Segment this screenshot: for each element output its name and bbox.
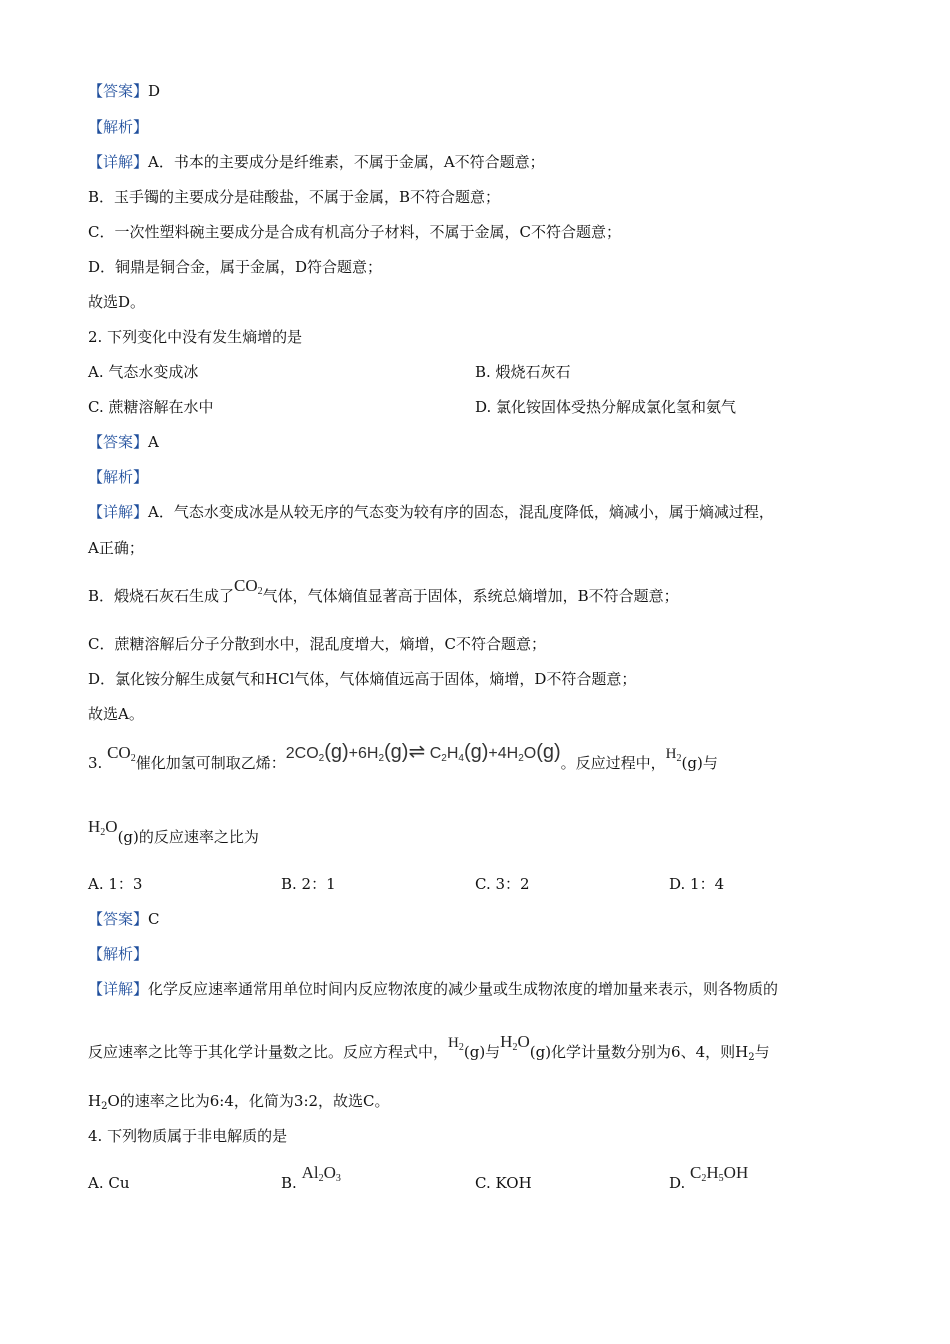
q2-option-a: A. 气态水变成冰 (88, 363, 199, 381)
co2-formula: $CO_2$ (234, 576, 263, 597)
q2-option-b: B. 煅烧石灰石 (475, 363, 571, 381)
q1-detail-line-c: C．一次性塑料碗主要成分是合成有机高分子材料，不属于金属，C不符合题意； (88, 223, 621, 241)
q2-detail-line-b: B．煅烧石灰石生成了$CO_2$气体，气体熵值显著高于固体，系统总熵增加，B不符合题意； (88, 576, 679, 605)
q1-answer: D (148, 82, 161, 100)
q3-option-c: C. 3：2 (475, 875, 530, 893)
q2-answer-line: 【答案】A (88, 433, 159, 451)
q2-analysis-tag: 【解析】 (88, 468, 149, 486)
q2-stem: 2. 下列变化中没有发生熵增的是 (88, 328, 303, 346)
q1-detail-line-b: B．玉手镯的主要成分是硅酸盐，不属于金属，B不符合题意； (88, 188, 501, 206)
reaction-equation: $2CO_2(g)+6H_2(g)\rightleftharpoons$ $C_2H_4(g)+4H_2O(g)$ (285, 741, 561, 764)
q2-detail-line-d: D．氯化铵分解生成氨气和HCl气体，气体熵值远高于固体，熵增，D不符合题意； (88, 670, 637, 688)
q3-option-b: B. 2：1 (281, 875, 336, 893)
q3-option-a: A. 1：3 (88, 875, 143, 893)
q3-detail-line2: 反应速率之比等于其化学计量数之比。反应方程式中，$H_2(g)$与$H_2O(g)$化学计量数分别为6、4，则$H_2$与 (88, 1032, 770, 1063)
h2o-formula: $H_2O$ (88, 817, 118, 838)
answer-tag: 【答案】 (88, 82, 149, 100)
q2-conclusion: 故选A。 (88, 705, 144, 723)
q4-option-a: A. Cu (88, 1174, 130, 1192)
ethanol-formula: $C_2H_5OH$ (690, 1163, 749, 1184)
co2-formula: $CO_2$ (107, 743, 136, 764)
q3-analysis-tag: 【解析】 (88, 945, 149, 963)
q2-option-c: C. 蔗糖溶解在水中 (88, 398, 214, 416)
q1-detail-line-a: 【详解】A．书本的主要成分是纤维素，不属于金属，A不符合题意； (88, 153, 545, 171)
al2o3-formula: $Al_2O_3$ (301, 1163, 341, 1184)
h2-formula: $H_2$ (665, 746, 682, 764)
q2-detail-line-c: C．蔗糖溶解后分子分散到水中，混乱度增大，熵增，C不符合题意； (88, 635, 546, 653)
q1-answer-line (88, 80, 862, 102)
detail-tag: 【详解】 (88, 153, 149, 171)
q3-answer: C (148, 910, 160, 928)
q3-option-d: D. 1：4 (669, 875, 725, 893)
q3-detail-line1: 【详解】化学反应速率通常用单位时间内反应物浓度的减少量或生成物浓度的增加量来表示，则各物质的 (88, 980, 779, 998)
q4-option-b: B. $Al_2O_3$ (281, 1163, 341, 1192)
q1-conclusion: 故选D。 (88, 293, 146, 311)
q2-detail-line-a2: A正确； (88, 539, 144, 557)
q4-option-d: D. $C_2H_5OH$ (669, 1163, 749, 1192)
q1-analysis-tag: 【解析】 (88, 118, 149, 136)
q2-answer: A (148, 433, 159, 451)
q1-detail-line-d: D．铜鼎是铜合金，属于金属，D符合题意； (88, 258, 383, 276)
h2o-formula: $H_2O$ (500, 1032, 530, 1053)
q2-detail-line-a1: 【详解】A．气态水变成冰是从较无序的气态变为较有序的固态，混乱度降低，熵减小，属于熵减过程， (88, 503, 774, 521)
q4-stem: 4. 下列物质属于非电解质的是 (88, 1127, 288, 1145)
q2-option-d: D. 氯化铵固体受热分解成氯化氢和氨气 (475, 398, 737, 416)
h2-formula: $H_2$ (448, 1035, 464, 1053)
q3-detail-line3: $H_2O$的速率之比为6:4，化简为3:2，故选C。 (88, 1092, 390, 1112)
equilibrium-arrow: ⇌ (408, 741, 426, 763)
q3-stem-line1: 3. $CO_2$催化加氢可制取乙烯：$2CO_2(g)+6H_2(g)\rightleftharpoons$ $C_2H_4(g)+4H_2O(g)$。反应过程中，$H_2(g)$与 (88, 741, 718, 772)
q3-answer-line: 【答案】C (88, 910, 160, 928)
q3-stem-line2: $H_2O(g)$的反应速率之比为 (88, 817, 259, 846)
q4-option-c: C. KOH (475, 1174, 532, 1192)
